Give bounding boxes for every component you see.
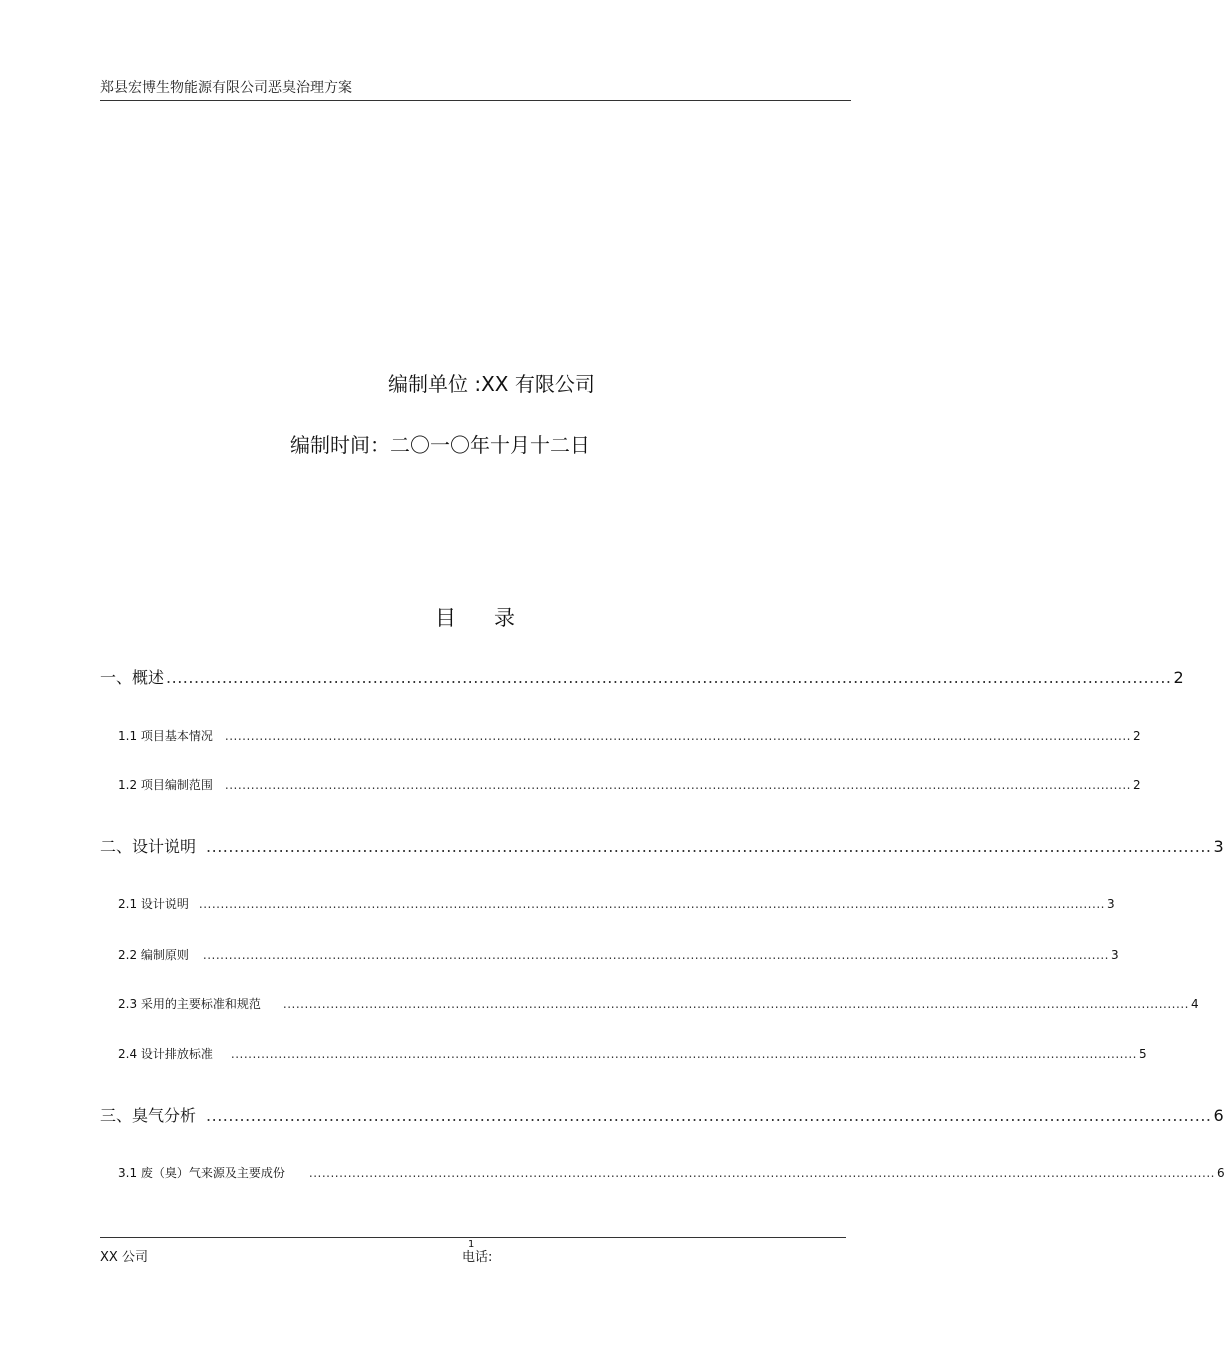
toc-entry[interactable] — [118, 776, 1141, 793]
toc-entry-page: 2 — [1132, 729, 1141, 743]
toc-entry-label: 2.3 采用的主要标准和规范 — [118, 997, 261, 1011]
header-title: 郑县宏博生物能源有限公司恶臭治理方案 — [100, 80, 352, 96]
toc-leader-dots: .................................................................................................................................................................................................................. — [230, 1047, 1137, 1061]
toc-entry-label: 1.2 项目编制范围 — [118, 778, 213, 792]
toc-entry[interactable] — [100, 1103, 1224, 1126]
footer-divider — [100, 1237, 846, 1238]
toc-entry-page: 5 — [1138, 1047, 1147, 1061]
compiling-date: 编制时间：二〇一〇年十月十二日 — [290, 433, 590, 457]
header-divider — [100, 100, 851, 101]
toc-entry-label: 一、概述 — [100, 668, 165, 687]
toc-leader-dots: .................................................................................................................................................................................................................. — [224, 729, 1131, 743]
toc-leader-dots: .................................................................................................................................................................................................................. — [198, 897, 1105, 911]
toc-entry-page: 6 — [1213, 1106, 1224, 1125]
toc-entry-page: 6 — [1216, 1166, 1225, 1180]
toc-entry[interactable] — [118, 946, 1119, 963]
toc-entry[interactable] — [118, 727, 1141, 744]
footer-company: XX 公司 — [100, 1250, 148, 1265]
toc-entry-page: 3 — [1110, 948, 1119, 962]
toc-entry-page: 3 — [1213, 837, 1224, 856]
toc-entry[interactable] — [100, 834, 1224, 857]
toc-leader-dots: .................................................................................................................................................................................... — [206, 837, 1212, 856]
toc-leader-dots: .................................................................................................................................................................................................................. — [308, 1166, 1215, 1180]
toc-entry-label: 2.1 设计说明 — [118, 897, 189, 911]
toc-leader-dots: .................................................................................................................................................................................................................. — [282, 997, 1189, 1011]
toc-entry-page: 2 — [1173, 668, 1184, 687]
toc-entry-page: 2 — [1132, 778, 1141, 792]
toc-entry-label: 二、设计说明 — [100, 837, 197, 856]
toc-entry[interactable] — [118, 895, 1115, 912]
toc-entry-label: 三、臭气分析 — [100, 1106, 197, 1125]
toc-leader-dots: .................................................................................................................................................................................................................. — [202, 948, 1109, 962]
toc-leader-dots: .................................................................................................................................................................................... — [206, 1106, 1212, 1125]
toc-entry-page: 4 — [1190, 997, 1199, 1011]
toc-entry[interactable] — [118, 1045, 1147, 1062]
toc-entry[interactable] — [100, 665, 1184, 688]
toc-entry-label: 2.2 编制原则 — [118, 948, 189, 962]
toc-leader-dots: .................................................................................................................................................................................................................. — [224, 778, 1131, 792]
toc-title: 目录 — [435, 606, 553, 630]
toc-entry-page: 3 — [1106, 897, 1115, 911]
compiling-organization: 编制单位 :XX 有限公司 — [388, 372, 595, 396]
toc-entry[interactable] — [118, 995, 1199, 1012]
footer-phone-label: 电话: — [462, 1250, 493, 1265]
toc-entry-label: 1.1 项目基本情况 — [118, 729, 213, 743]
toc-entry[interactable] — [118, 1164, 1225, 1181]
toc-entry-label: 2.4 设计排放标准 — [118, 1047, 213, 1061]
toc-leader-dots: .................................................................................................................................................................................... — [166, 668, 1172, 687]
toc-entry-label: 3.1 废（臭）气来源及主要成份 — [118, 1166, 285, 1180]
page-number: 1 — [468, 1239, 475, 1250]
